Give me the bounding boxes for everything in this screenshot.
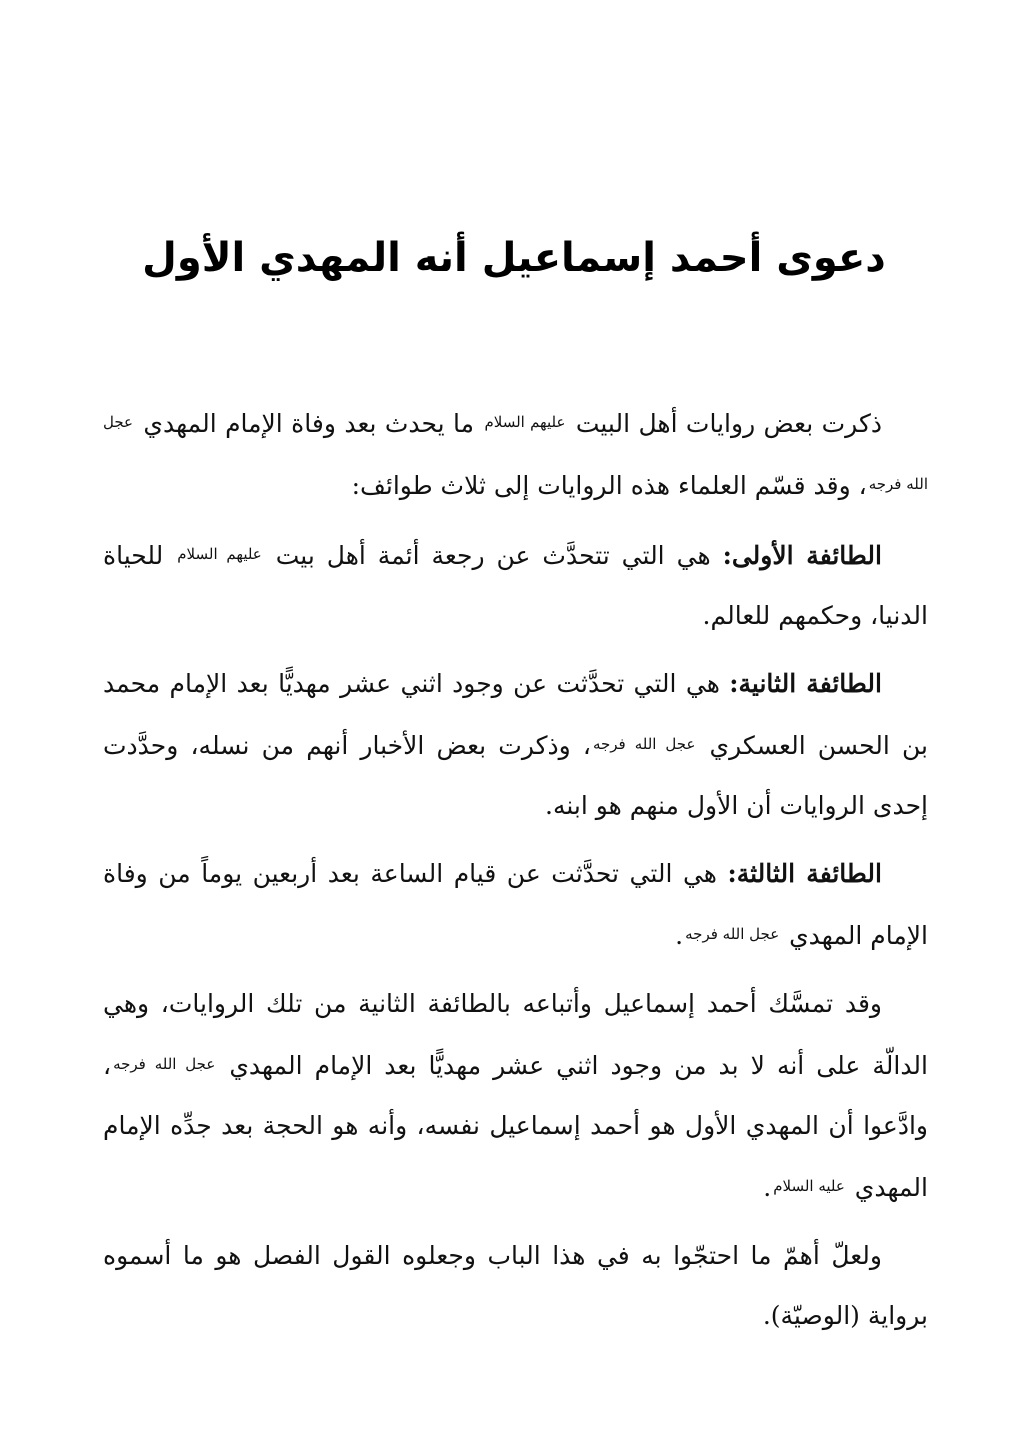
honorific-mark: عجل الله فرجه [113,1055,216,1073]
honorific-mark: عليه السلام [773,1177,845,1195]
honorific-mark: عجل الله فرجه [685,925,780,943]
honorific-mark: عليهم السلام [177,545,262,563]
paragraph-text: ، وقد قسّم العلماء هذه الروايات إلى ثلاث طوائف: [351,471,867,500]
honorific-mark: عجل الله فرجه [103,413,928,493]
paragraph-text: . [763,1173,772,1202]
paragraph-text: هي التي تتحدَّث عن رجعة أئمة أهل بيت [263,541,723,570]
honorific-mark: عليهم السلام [484,413,566,431]
paragraph-3 [103,654,928,836]
paragraph-1 [103,392,928,516]
paragraph-text: ولعلّ أهمّ ما احتجّوا به في هذا الباب وجعلوه القول الفصل هو ما أسموه برواية (الوصيّة). [103,1241,928,1330]
paragraph-2 [103,524,928,646]
paragraph-lead: الطائفة الأولى: [722,541,882,570]
paragraph-text: وقد تمسَّك أحمد إسماعيل وأتباعه بالطائفة الثانية من تلك الروايات، وهي الدالّة على أنه لا بد من وجود اثني عشر مهديًّا بعد الإمام المهدي [103,989,928,1080]
paragraph-6 [103,1226,928,1346]
paragraph-text: هي التي تحدَّثت عن قيام الساعة بعد أربعين يوماً من وفاة الإمام المهدي [103,859,928,950]
body-text [103,392,928,1354]
page-title: دعوى أحمد إسماعيل أنه المهدي الأول [142,235,886,281]
paragraph-text: ، وذكرت بعض الأخبار أنهم من نسله، وحدَّدت إحدى الروايات أن الأول منهم هو ابنه. [103,731,928,820]
paragraph-4 [103,844,928,966]
honorific-mark: عجل الله فرجه [592,735,696,753]
paragraph-5 [103,974,928,1218]
paragraph-lead: الطائفة الثانية: [729,669,882,698]
paragraph-text: للحياة الدنيا، وحكمهم للعالم. [103,541,928,630]
paragraph-text: ذكرت بعض روايات أهل البيت [567,409,882,438]
paragraph-text: . [675,921,684,950]
paragraph-text: هي التي تحدَّثت عن وجود اثني عشر مهديًّا بعد الإمام محمد بن الحسن العسكري [103,669,928,760]
paragraph-text: ما يحدث بعد وفاة الإمام المهدي [135,409,483,438]
paragraph-lead: الطائفة الثالثة: [727,859,882,888]
paragraph-text: ، وادَّعوا أن المهدي الأول هو أحمد إسماعيل نفسه، وأنه هو الحجة بعد جدِّه الإمام المهدي [103,1051,929,1202]
